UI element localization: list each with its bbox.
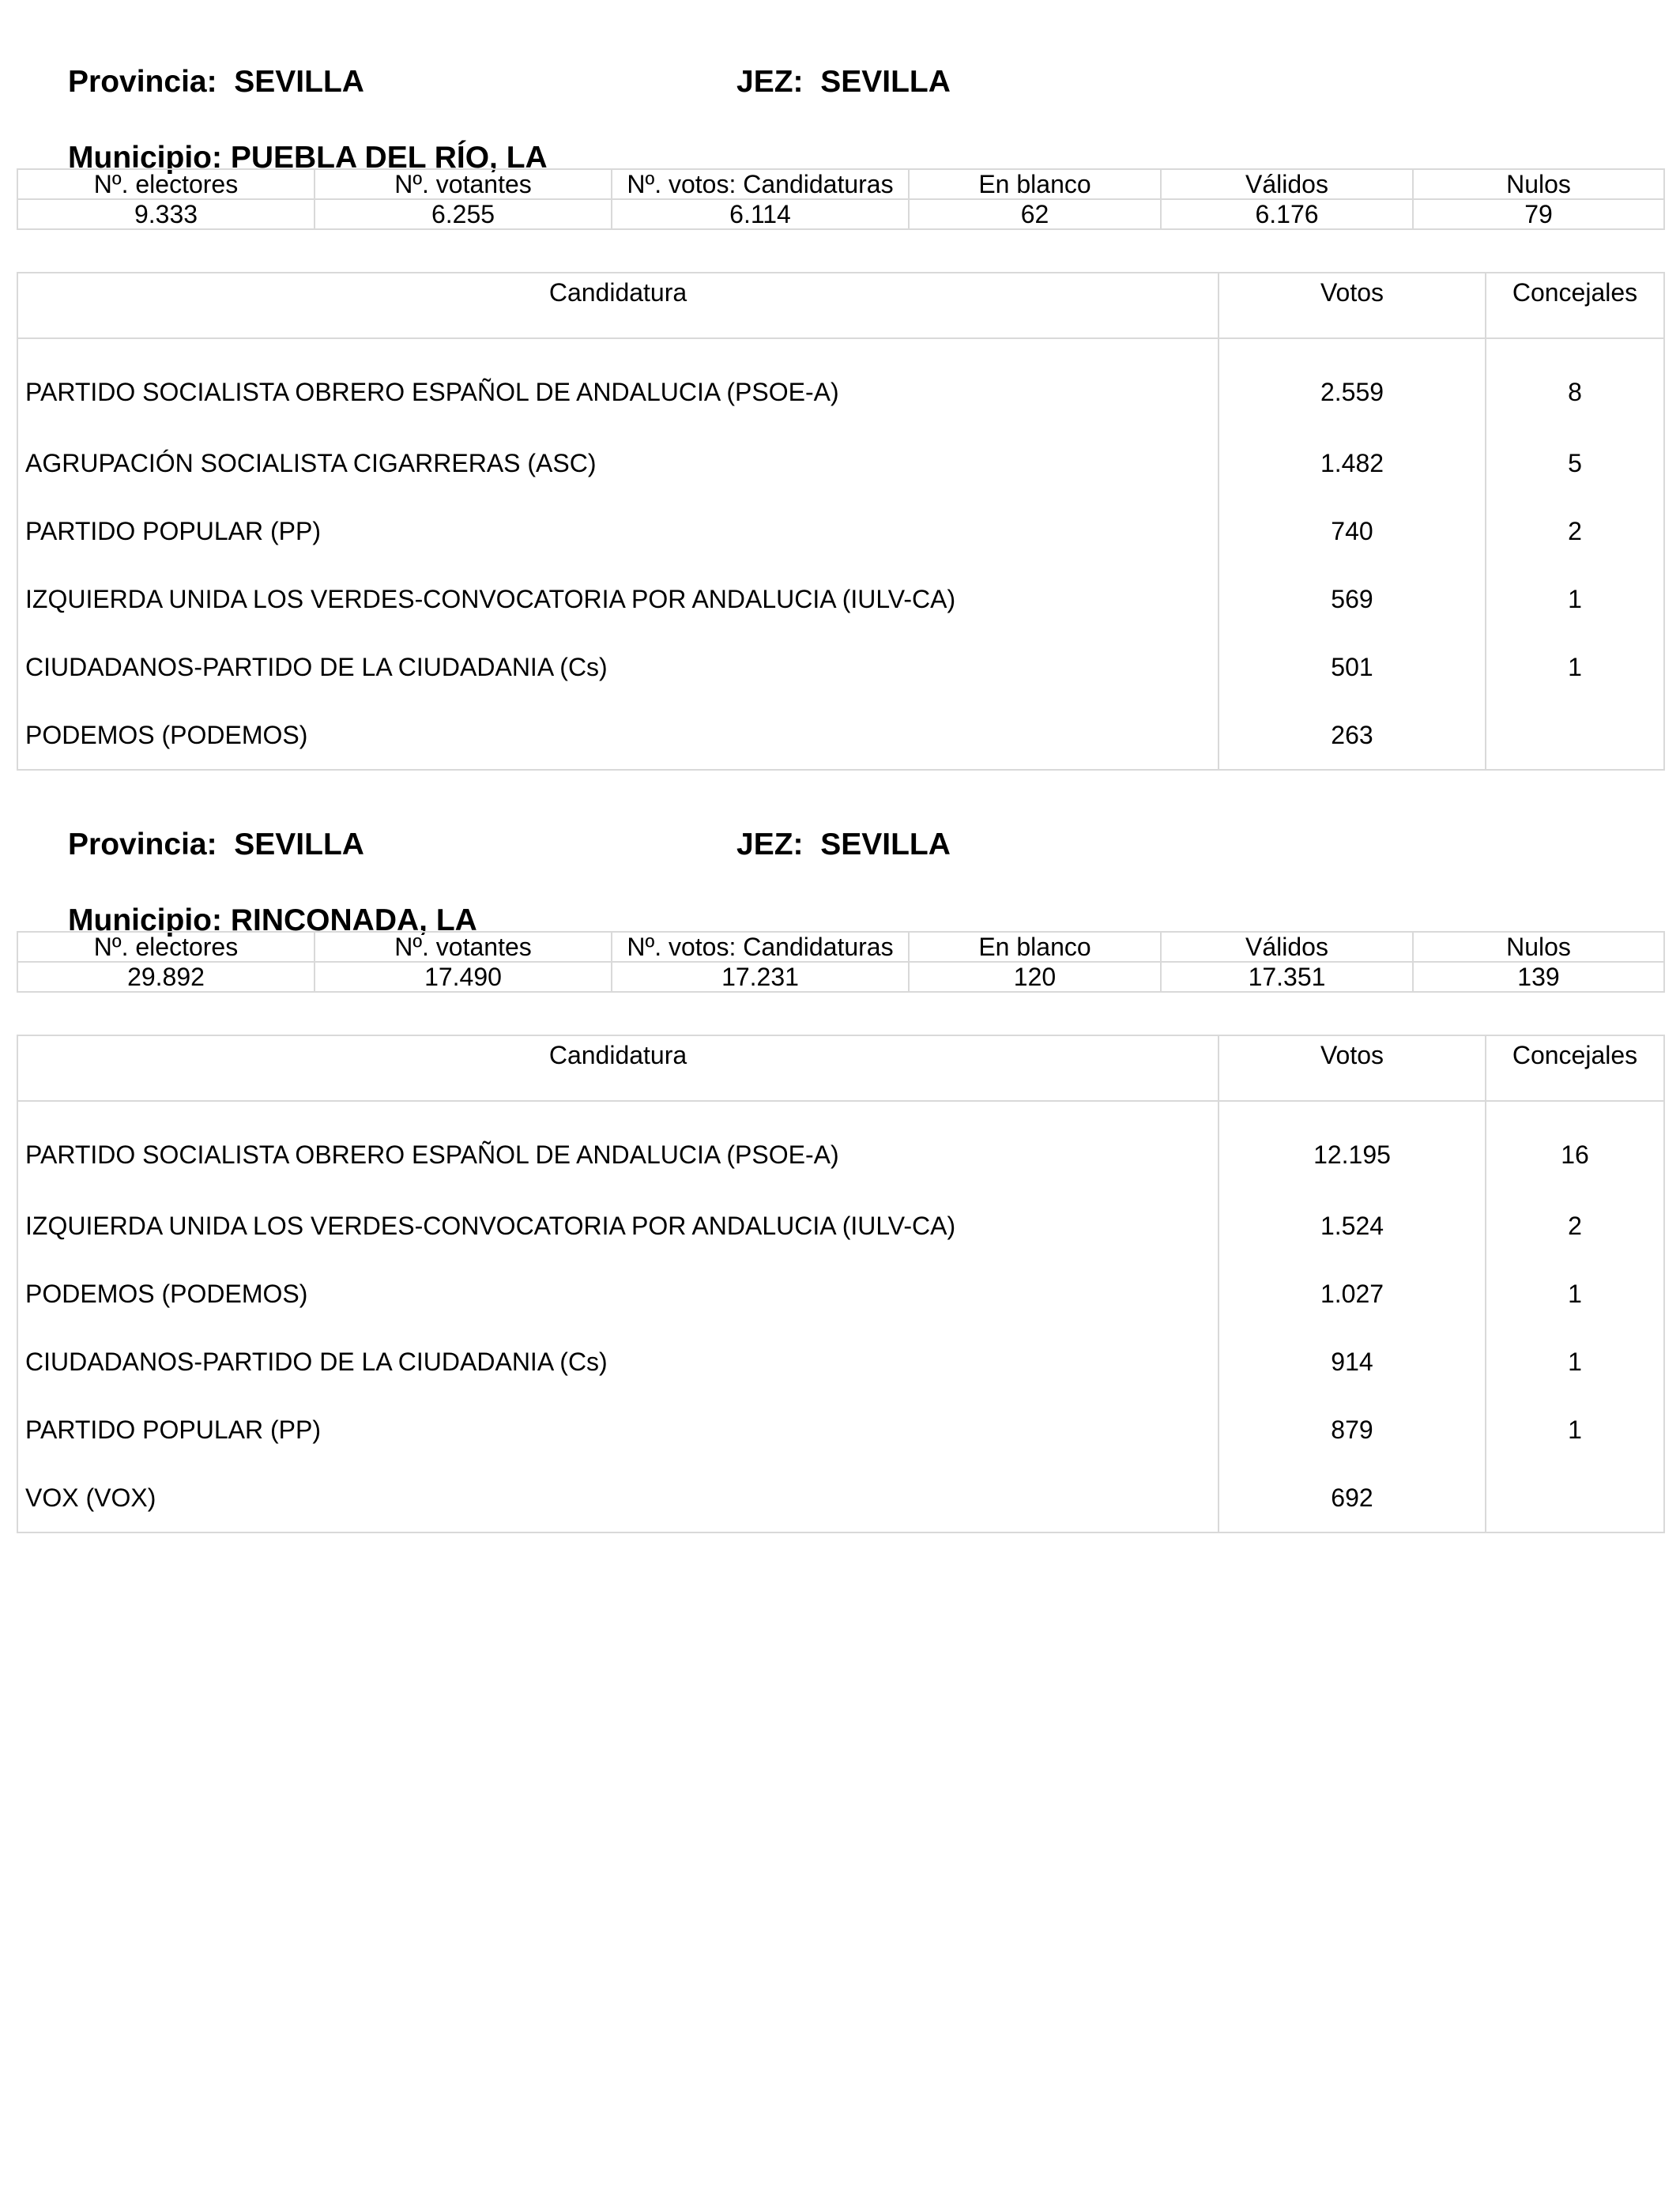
candidate-seats: 8 — [1486, 338, 1664, 429]
jez-value: SEVILLA — [820, 65, 951, 99]
candidate-name: PARTIDO POPULAR (PP) — [17, 1396, 1219, 1464]
summary-header-row — [17, 169, 1664, 199]
summary-value-cell: 9.333 — [17, 199, 315, 229]
jez-value: SEVILLA — [820, 827, 951, 861]
candidates-table — [17, 272, 1665, 771]
jez-label: JEZ: — [736, 65, 804, 99]
candidate-seats: 16 — [1486, 1101, 1664, 1192]
candidate-seats: 1 — [1486, 1260, 1664, 1328]
candidate-seats: 2 — [1486, 1192, 1664, 1260]
candidate-row — [17, 701, 1664, 770]
summary-value-cell: 62 — [909, 199, 1161, 229]
candidate-row — [17, 565, 1664, 633]
summary-header-cell: En blanco — [909, 932, 1161, 962]
summary-header-cell: Válidos — [1161, 932, 1413, 962]
candidate-row — [17, 1101, 1664, 1192]
concejales-header: Concejales — [1486, 273, 1664, 338]
summary-value-row — [17, 199, 1664, 229]
candidatura-header: Candidatura — [17, 273, 1219, 338]
municipality-section — [17, 786, 1663, 1514]
summary-value-cell: 29.892 — [17, 962, 315, 992]
summary-value-cell: 6.255 — [315, 199, 612, 229]
candidate-name: PARTIDO POPULAR (PP) — [17, 497, 1219, 565]
summary-header-row — [17, 932, 1664, 962]
candidate-votes: 501 — [1219, 633, 1486, 701]
jez-line — [685, 788, 951, 902]
provincia-label: Provincia: — [68, 827, 217, 861]
candidates-header-row — [17, 1035, 1664, 1101]
candidate-votes: 1.027 — [1219, 1260, 1486, 1328]
candidate-seats: 5 — [1486, 429, 1664, 497]
candidate-row — [17, 1192, 1664, 1260]
candidate-name: PODEMOS (PODEMOS) — [17, 701, 1219, 770]
provincia-value: SEVILLA — [234, 65, 364, 99]
summary-value-cell: 139 — [1413, 962, 1664, 992]
provincia-value: SEVILLA — [234, 827, 364, 861]
candidate-name: PARTIDO SOCIALISTA OBRERO ESPAÑOL DE ANDALUCIA (PSOE-A) — [17, 338, 1219, 429]
candidate-votes: 914 — [1219, 1328, 1486, 1396]
summary-header-cell: Válidos — [1161, 169, 1413, 199]
candidate-seats: 2 — [1486, 497, 1664, 565]
summary-value-cell: 6.114 — [612, 199, 909, 229]
candidate-row — [17, 1328, 1664, 1396]
candidate-seats — [1486, 1464, 1664, 1532]
candidate-name: PARTIDO SOCIALISTA OBRERO ESPAÑOL DE ANDALUCIA (PSOE-A) — [17, 1101, 1219, 1192]
candidate-name: PODEMOS (PODEMOS) — [17, 1260, 1219, 1328]
jez-label: JEZ: — [736, 827, 804, 861]
summary-value-row — [17, 962, 1664, 992]
candidate-votes: 2.559 — [1219, 338, 1486, 429]
candidate-row — [17, 429, 1664, 497]
municipio-label: Municipio: — [68, 903, 222, 937]
candidate-name: CIUDADANOS-PARTIDO DE LA CIUDADANIA (Cs) — [17, 633, 1219, 701]
candidate-name: CIUDADANOS-PARTIDO DE LA CIUDADANIA (Cs) — [17, 1328, 1219, 1396]
summary-header-cell: Nº. votos: Candidaturas — [612, 169, 909, 199]
candidate-votes: 879 — [1219, 1396, 1486, 1464]
summary-table — [17, 931, 1665, 993]
summary-table — [17, 168, 1665, 230]
candidates-table — [17, 1035, 1665, 1533]
votos-header: Votos — [1219, 273, 1486, 338]
summary-header-cell: Nº. votantes — [315, 169, 612, 199]
candidate-row — [17, 633, 1664, 701]
municipio-label: Municipio: — [68, 141, 222, 175]
jez-line — [685, 25, 951, 139]
summary-header-cell: Nº. electores — [17, 932, 315, 962]
summary-value-cell: 79 — [1413, 199, 1664, 229]
candidate-seats: 1 — [1486, 1328, 1664, 1396]
summary-header-cell: En blanco — [909, 169, 1161, 199]
candidate-votes: 1.482 — [1219, 429, 1486, 497]
candidate-name: VOX (VOX) — [17, 1464, 1219, 1532]
votos-header: Votos — [1219, 1035, 1486, 1101]
candidatura-header: Candidatura — [17, 1035, 1219, 1101]
candidate-votes: 12.195 — [1219, 1101, 1486, 1192]
summary-header-cell: Nº. electores — [17, 169, 315, 199]
municipio-value: PUEBLA DEL RÍO, LA — [230, 141, 548, 175]
candidate-row — [17, 1464, 1664, 1532]
candidate-votes: 263 — [1219, 701, 1486, 770]
candidate-row — [17, 338, 1664, 429]
candidate-votes: 569 — [1219, 565, 1486, 633]
candidate-votes: 1.524 — [1219, 1192, 1486, 1260]
candidate-row — [17, 1396, 1664, 1464]
municipio-value: RINCONADA, LA — [230, 903, 477, 937]
summary-value-cell: 17.490 — [315, 962, 612, 992]
candidate-name: IZQUIERDA UNIDA LOS VERDES-CONVOCATORIA POR ANDALUCIA (IULV-CA) — [17, 565, 1219, 633]
candidate-votes: 740 — [1219, 497, 1486, 565]
candidate-row — [17, 497, 1664, 565]
summary-value-cell: 120 — [909, 962, 1161, 992]
candidate-seats: 1 — [1486, 1396, 1664, 1464]
candidate-row — [17, 1260, 1664, 1328]
candidate-seats: 1 — [1486, 565, 1664, 633]
candidate-name: IZQUIERDA UNIDA LOS VERDES-CONVOCATORIA POR ANDALUCIA (IULV-CA) — [17, 1192, 1219, 1260]
summary-value-cell: 17.351 — [1161, 962, 1413, 992]
summary-header-cell: Nulos — [1413, 932, 1664, 962]
candidate-seats: 1 — [1486, 633, 1664, 701]
candidates-header-row — [17, 273, 1664, 338]
summary-header-cell: Nº. votantes — [315, 932, 612, 962]
summary-value-cell: 17.231 — [612, 962, 909, 992]
summary-header-cell: Nº. votos: Candidaturas — [612, 932, 909, 962]
candidate-name: AGRUPACIÓN SOCIALISTA CIGARRERAS (ASC) — [17, 429, 1219, 497]
candidate-seats — [1486, 701, 1664, 770]
candidate-votes: 692 — [1219, 1464, 1486, 1532]
municipality-section — [17, 24, 1663, 751]
summary-value-cell: 6.176 — [1161, 199, 1413, 229]
summary-header-cell: Nulos — [1413, 169, 1664, 199]
concejales-header: Concejales — [1486, 1035, 1664, 1101]
provincia-label: Provincia: — [68, 65, 217, 99]
